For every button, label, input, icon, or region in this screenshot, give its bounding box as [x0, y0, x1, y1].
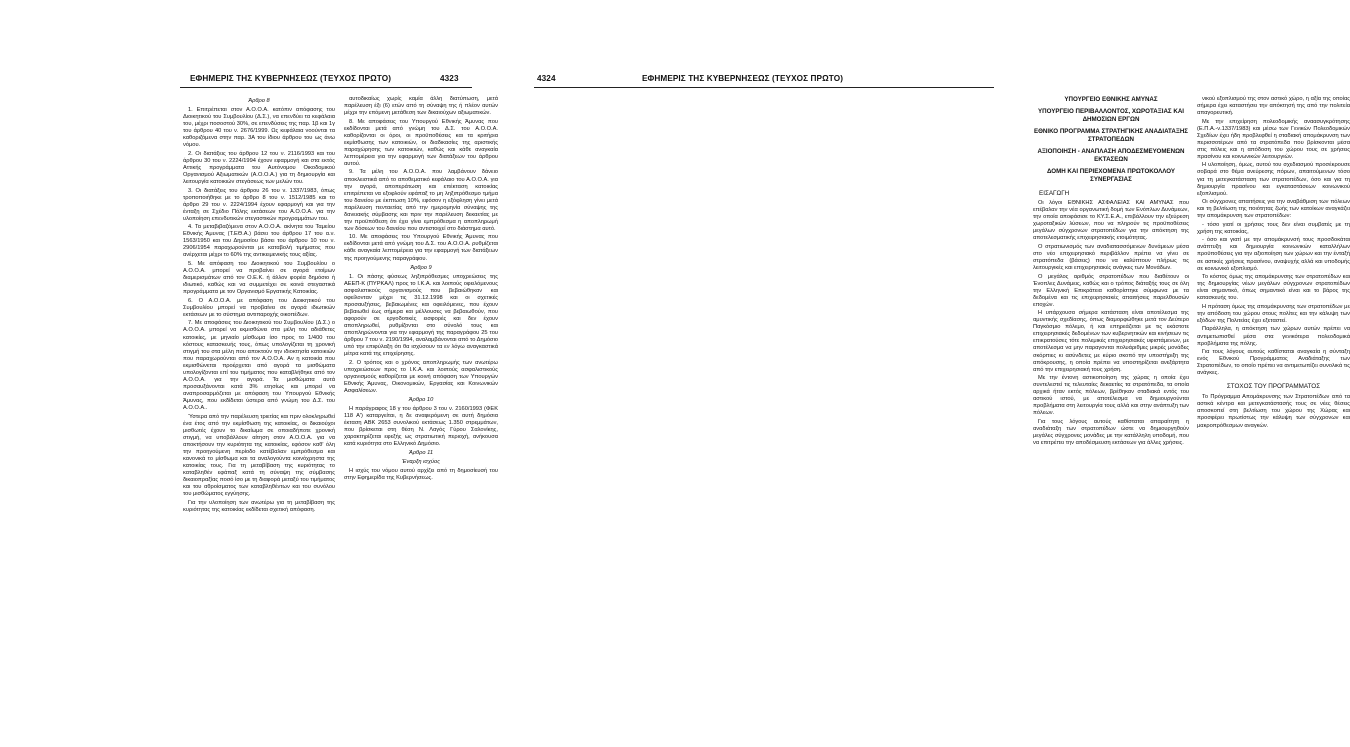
paragraph: Ο μεγάλος αριθμός στρατοπέδων που διαθέτουν οι Ένοπλες Δυνάμεις, καθώς και ο τρόπος διάταξής τους σε όλη την Ελληνική Επικράτεια καθορίστηκε σύμφωνα με τα δεδομένα και τις επιχειρησιακές απαιτήσεις παρελθουσών εποχών. [1033, 273, 1189, 308]
article-10-title: Άρθρο 10 [408, 396, 434, 403]
paragraph: νικού εξοπλισμού της στον αστικό χώρο, η αξία της οποίας σήμερα έχει καταστήσει την απόκτησή της από την πολιτεία απαγορευτική. [1197, 96, 1350, 117]
paragraph: Η υπάρχουσα σήμερα κατάσταση είναι αποτέλεσμα της αμυντικής σχεδίασης, όπως διαμορφώθηκε μετά τον Δεύτερο Παγκόσμιο πόλεμο, ή και επηρεάζεται με τις εκάστοτε επιχειρησιακές δεδομένων των κυβερνητικών και κινήσεων τις επικρατούσες τότε πολεμικές επιχειρησιακές υφιστάμενων, με αποτέλεσμα να μην παραγονται πολυάριθμες μικρές μονάδες σκόρπιες κι ασύνδετες με κύριο σκοπό την υποστήριξη της απόκρουσης, η οποία πρέπει να υποστηρίζεται ανεξάρτητα από την επιχειρησιακή τους χρήση. [1033, 310, 1189, 373]
left-page-header [0, 74, 512, 88]
paragraph: Παράλληλα, η απόκτηση των χώρων αυτών πρέπει να αντιμετωπισθεί μέσα στα γενικότερα πολεοδομικά προβλήματα της πόλης. [1197, 326, 1350, 347]
article-8-title: Άρθρο 8 [248, 98, 270, 104]
paragraph: Για την υλοποίηση των ανωτέρω για τη μεταβίβαση της κυριότητας της κατοικίας εκδίδεται σχετική απόφαση. [183, 499, 335, 513]
paragraph: Με την έντονη αστικοποίηση της χώρας η οποία έχει συντελεστεί τις τελευταίες δεκαετίες τα στρατόπεδα, τα οποία αρχικά ήταν εκτός πόλεων, βρέθηκαν σταδιακά εντός του αστικού ιστού, με αποτέλεσμα να δημιουργούνται προβλήματα στη λειτουργία τους αλλά και στην ανάπτυξη των πόλεων. [1033, 375, 1189, 417]
paragraph: Η πρόταση όμως της απομάκρυνσης των στρατοπέδων με την απόδοση του χώρου στους πολίτες και την κάλυψη των εξόδων της Πολιτείας έχει εξεταστεί. [1197, 303, 1350, 324]
right-page [512, 0, 1350, 747]
paragraph: - τόσο γιατί οι χρήσεις τους δεν είναι συμβατές με τη χρήση της κατοικίας, [1197, 221, 1350, 235]
paragraph: αυτοδικαίως χωρίς καμία άλλη διατύπωση, μετά παρέλευση έξι (6) ετών από τη σύναψη της ή πλέον αυτών μέχρι την επόμενη μετάθεση των δικαιούχων αξιωματικών. [344, 96, 498, 117]
paragraph: 1. Επιτρέπεται στον Α.Ο.Ο.Α. κατόπιν απόφασης του Διοικητικού του Συμβουλίου (Δ.Σ.), να επενδύει τα κεφάλαια του, μέχρι ποσοστού 30%, σε επενδύσεις της παρ. 1β και 1γ του άρθρου 40 του ν. 2676/1999. Ως κεφάλαια νοούνται τα καθοριζόμενα στην παρ. 3Α του ίδιου άρθρου του ως άνω νόμου. [183, 107, 335, 149]
program-goal-heading: ΣΤΟΧΟΣ ΤΟΥ ΠΡΟΓΡΑΜΜΑΤΟΣ [1226, 383, 1321, 391]
left-page [0, 0, 512, 747]
right-page-number: 4324 [537, 74, 556, 83]
paragraph: 4. Τα μεταβιβαζόμενα στον Α.Ο.Ο.Α. ακίνητα του Ταμείου Εθνικής Άμυνας (Τ.ΕΘ.Α.) βάσει του άρθρου 17 του α.ν. 1563/1950 και του Δημοσίου βάσει του άρθρου 10 του ν. 2906/1954 παραχωρούνται με καταβολή τιμήματος που ανέρχεται μέχρι το 60% της αντικειμενικής τους αξίας. [183, 224, 335, 259]
left-column-2 [344, 96, 498, 736]
left-page-number: 4323 [440, 74, 459, 83]
paragraph: 2. Οι διατάξεις του άρθρου 12 του ν. 2116/1993 και του άρθρου 30 του ν. 2224/1994 έχουν εφαρμογή και στα εκτός Αττικής προγράμματα του Αυτόνομου Οικοδομικού Οργανισμού Αξιωματικών (Α.Ο.Ο.Α.) για τη δημιουργία και λειτουργία κατοικιών στεγάσεως των μελών του. [183, 150, 335, 186]
program-subtitle: ΑΞΙΟΠΟΙΗΣΗ - ΑΝΑΠΛΑΣΗ ΑΠΟΔΕΣΜΕΥΟΜΕΝΩΝ ΕΚΤΑΣΕΩΝ [1037, 148, 1185, 163]
ministry-heading-1: ΥΠΟΥΡΓΕΙΟ ΕΘΝΙΚΗΣ ΑΜΥΝΑΣ [1064, 96, 1158, 103]
paragraph: 9. Τα μέλη του Α.Ο.Ο.Α. που λαμβάνουν δάνειο αποκλειστικά από το αποθεματικό κεφάλαιο του Α.Ο.Ο.Α. για την αγορά, αποπεράτωση και επέκταση κατοικίας επιτρέπεται να εξοφλούν εφάπαξ το μη ληξιπρόθεσμο τμήμα του δανείου με έκπτωση 10%, εφόσον η εξόφληση γίνει μετά παρέλευση πενταετίας από την ημερομηνία σύναψης της δανειακής σύμβασης και πριν την παρέλευση δεκαετίας με την προϋπόθεση ότι έχει γίνει εμπρόθεσμα η αποπληρωμή των δόσεων του δανείου που αντιστοιχεί στο διάστημα αυτό. [344, 169, 498, 232]
paragraph: Η ισχύς του νόμου αυτού αρχίζει από τη δημοσίευσή του στην Εφημερίδα της Κυβερνήσεως. [344, 468, 498, 482]
paragraph: Η παράγραφος 18 γ του άρθρου 3 του ν. 2160/1993 (ΦΕΚ 118 Α') καταργείται, η δε αναφερόμενη σε αυτή δημόσια έκταση ΑΒΚ 2653 συνολικού εκτάσεως 1.350 στρεμμάτων, που βρίσκεται στη θέση Ν. Λαγός Γύρου Σαλονίκης, χαρακτηρίζεται εφεξής ως στρατιωτική περιοχή, ανήκουσα κατά κυριότητα στο Ελληνικό Δημόσιο. [344, 405, 498, 448]
paragraph: Το Πρόγραμμα Απομάκρυνσης των Στρατοπέδων από τα αστικά κέντρα και μετεγκατάστασής τους σε νέες θέσεις αποσκοπεί στη βελτίωση του χώρου της Χώρας και προσφέρει πρωτίστως την κάλυψη των σύγχρονων και μακροπρόθεσμων αναγκών. [1197, 394, 1350, 429]
paragraph: Για τους λόγους αυτούς καθίσταται απαραίτητη η αναδιάταξη των στρατοπέδων ώστε να δημιουργηθούν μεγάλες σύγχρονες μονάδες με την κατάλληλη υποδομή, που να επιτρέπει την αποδέσμευση εκτάσεων για άλλες χρήσεις. [1033, 418, 1189, 447]
right-header-rule [534, 87, 994, 88]
paragraph: Ύστερα από την παρέλευση τριετίας και πριν ολοκληρωθεί ένα έτος από την εκμίσθωση της κατοικίας, οι δικαιούχοι μισθωτές έχουν το δικαίωμα σε οποιαδήποτε χρονική στιγμή, να υποβάλλουν αίτηση στον Α.Ο.Ο.Α. για να αποκτήσουν την κυριότητα της κατοικίας, εφόσον καθ' όλη την προηγούμενη περίοδο κατέβαλαν εμπρόθεσμα και κανονικά το μίσθωμα και τα αναλογούντα κοινόχρηστα της κατοικίας τους. Για τη μεταβίβαση της κυριότητας το καταβληθέν εφάπαξ κατά τη σύναψη της σύμβασης δικαιοπραξίας ποσό ίσο με τη διαφορά μεταξύ του τιμήματος και του αθροίσματος των καταβληθέντων και του συνόλου του μισθώματος εγγύησης. [183, 413, 335, 498]
left-header-rule [180, 87, 472, 88]
paragraph: Για τους λόγους αυτούς καθίσταται αναγκαία η σύνταξη ενός Εθνικού Προγράμματος Αναδιάταξης των Στρατοπέδων, το οποίο πρέπει να αντιμετωπίζει συνολικά τις ανάγκες. [1197, 349, 1350, 377]
paragraph: - όσο και γιατί με την απομάκρυνσή τους προσδοκάται ανάπτυξη και δημιουργία κοινωνικών καταλλήλων προϋποθέσεις για την αξιοποίηση των χώρων και την ένταξή σε αστικές χρήσεις πρασίνου, αναψυχής αλλά και υποδομής σε κοινωνικό εξοπλισμό. [1197, 237, 1350, 272]
intro-label: ΕΙΣΑΓΩΓΗ [1039, 190, 1070, 197]
paragraph: 2. Ο τρόπος και ο χρόνος αποπληρωμής των ανωτέρω υποχρεώσεων προς το Ι.Κ.Α. και λοιπούς ασφαλιστικούς οργανισμούς καθορίζεται με κοινή απόφαση των Υπουργών Εθνικής Άμυνας, Οικονομικών, Εργασίας και Κοινωνικών Ασφαλίσεων. [344, 359, 498, 394]
paragraph: 3. Οι διατάξεις του άρθρου 26 του ν. 1337/1983, όπως τροποποιήθηκε με το άρθρο 8 του ν. 1512/1985 και το άρθρο 29 του ν. 2224/1994 έχουν εφαρμογή και για την ένταξη σε Σχέδιο Πόλης εκτάσεων του Α.Ο.Ο.Α. για την υλοποίηση επενδυτικών στεγαστικών προγραμμάτων του. [183, 187, 335, 222]
right-header-title: ΕΦΗΜΕΡΙΣ ΤΗΣ ΚΥΒΕΡΝΗΣΕΩΣ (ΤΕΥΧΟΣ ΠΡΩΤΟ) [642, 74, 844, 83]
article-11-title: Άρθρο 11 [408, 450, 434, 457]
left-header-title: ΕΦΗΜΕΡΙΣ ΤΗΣ ΚΥΒΕΡΝΗΣΕΩΣ (ΤΕΥΧΟΣ ΠΡΩΤΟ) [190, 74, 392, 83]
paragraph: Η υλοποίηση, όμως, αυτού του σχεδιασμού προσέκρουσε σοβαρά στο θέμα ανεύρεσης πόρων, απαιτούμενων τόσο για τη μετεγκατάσταση των στρατοπέδων, όσο και για τη δημιουργία πρασίνου και εγκαταστάσεων κοινωνικού εξοπλισμού. [1197, 162, 1350, 197]
right-page-header [512, 74, 1024, 88]
paragraph: 7. Με αποφάσεις του Διοικητικού του Συμβουλίου (Δ.Σ.) ο Α.Ο.Ο.Α. μπορεί να εκμισθώνει στα μέλη του αδιάθετες κατοικίες, με μηνιαίο μίσθωμα ίσο προς το 1/400 του κόστους κατασκευής τους, όπως υπολογίζεται τη χρονική στιγμή του στα μέλη που αποκτούν την ιδιοκτησία κατοικιών που παραχωρούνται από τον Α.Ο.Ο.Α. Αν η κατοικία που εκμισθώνεται προέρχεται από αγορά τα μισθώματα υπολογίζονται επί του τιμήματος που καταβλήθηκε από τον Α.Ο.Ο.Α. για την αγορά. Τα μισθώματα αυτά προσαυξάνονται κατά 3% ετησίως και μπορεί να αναπροσαρμόζεται με απόφαση του Υπουργού Εθνικής Άμυνας, που εκδίδεται ύστερα από γνώμη του Δ.Σ. του Α.Ο.Ο.Α.. [183, 320, 335, 411]
paragraph: Το κόστος όμως της απομάκρυνσης των στρατοπέδων και της δημιουργίας νέων μεγάλων σύγχρονων στρατοπέδων είναι σημαντικό, όπως σημαντικό είναι και το βάρος της κατασκευής του. [1197, 274, 1350, 302]
paragraph: Οι σύγχρονες απαιτήσεις για την αναβάθμιση των πόλεων και τη βελτίωση της ποιότητας ζωής των κατοίκων αναγκάζει την απομάκρυνση των στρατοπέδων: [1197, 199, 1350, 220]
left-column-1 [183, 96, 335, 736]
article-9-title: Άρθρο 9 [410, 264, 432, 271]
article-11-subtitle: Έναρξη ισχύος [402, 459, 440, 466]
paragraph: 1. Οι πάσης φύσεως ληξιπρόθεσμες υποχρεώσεις της ΑΕΕΠ-Κ (ΠΥΡΚΑΛ) προς το Ι.Κ.Α. και λοιπούς οφειλόμενους ασφαλιστικούς οργανισμούς που βεβαιώθηκαν και οφείλονταν μέχρι τις 31.12.1998 και οι σχετικές προσαυξήσεις, βεβαιωμένες και οφειλόμενες, που έχουν βεβαιωθεί έως σήμερα και μέλλουσες να βεβαιωθούν, που αφορούν σε εργοδοτικές εισφορές και δεν έχουν αποπληρωθεί, ρυθμίζονται στο σύνολό τους και αποπληρώνονται για την εφαρμογή της παραγράφου 25 του άρθρου 7 του ν. 2190/1994, αναλαμβάνονται από το Δημόσιο υπό την επιφύλαξη ότι θα ισχύσουν τα εν λόγω αναγκαστικά μέτρα κατά της επιχείρησης. [344, 273, 498, 358]
paragraph: 6. Ο Α.Ο.Ο.Α. με απόφαση του Διοικητικού του Συμβουλίου μπορεί να προβαίνει σε αγορά ιδιωτικών εκτάσεων με το σύστημα αντιπαροχής οικοπέδων. [183, 297, 335, 318]
paragraph: Οι λόγοι ΕΘΝΙΚΗΣ ΑΣΦΑΛΕΙΑΣ ΚΑΙ ΑΜΥΝΑΣ που επέβαλαν την νέα οργανωτική δομή των Ενόπλων Δυνάμεων, την οποία αποφάσισε το ΚΥ.Σ.Ε.Α., επιβάλλουν την εξεύρεση χωροταξικών λύσεων, που να πληρούν τις προϋποθέσεις μεγάλων σύγχρονων στρατοπέδων για την απόκτηση της αποτελεσματικής επιχειρησιακής ετοιμότητας. [1033, 200, 1189, 242]
protocol-title: ΔΟΜΗ ΚΑΙ ΠΕΡΙΕΧΟΜΕΝΑ ΠΡΩΤΟΚΟΛΛΟΥ ΣΥΝΕΡΓΑΣΙΑΣ [1047, 168, 1175, 183]
paragraph: 8. Με αποφάσεις του Υπουργού Εθνικής Άμυνας που εκδίδονται μετά από γνώμη του Δ.Σ. του Α.Ο.Ο.Α. καθορίζονται οι όροι, οι προϋποθέσεις και τα κριτήρια εκμίσθωσης των κατοικιών, οι διαδικασίες της αριστικής παραχώρησης των κατοικιών, καθώς και κάθε αναγκαία λεπτομέρεια για την εφαρμογή των διατάξεων του άρθρου αυτού. [344, 118, 498, 167]
paragraph: Με την επιχείρηση πολεοδομικής αναασυγκρότησης (Ε.Π.Α.-ν.1337/1983) και μέσω των Γενικών Πολεοδομικών Σχεδίων έχει ήδη προβλεφθεί η σταδιακή απομάκρυνση των περισσοτέρων από τα στρατόπεδα που βρίσκονται μέσα στις πόλεις και η απόδοση του χώρου τους σε χρήσεις πρασίνου και κοινωνικών λειτουργιών. [1197, 118, 1350, 160]
right-column-2 [1197, 96, 1350, 736]
paragraph: 5. Με απόφαση του Διοικητικού του Συμβουλίου ο Α.Ο.Ο.Α. μπορεί να προβαίνει σε αγορά ετοίμων διαμερισμάτων από τον Ο.Ε.Κ. ή άλλον φορέα δημόσιο ή ιδιωτικό, καθώς και να συμμετέχει σε κοινά στεγαστικά προγράμματα με τον Οργανισμό Εργατικής Κατοικίας. [183, 261, 335, 296]
program-title: ΕΘΝΙΚΟ ΠΡΟΓΡΑΜΜΑ ΣΤΡΑΤΗΓΙΚΗΣ ΑΝΑΔΙΑΤΑΞΗΣ ΣΤΡΑΤΟΠΕΔΩΝ [1033, 128, 1189, 143]
right-column-1 [1033, 96, 1189, 736]
ministry-heading-2: ΥΠΟΥΡΓΕΙΟ ΠΕΡΙΒΑΛΛΟΝΤΟΣ, ΧΩΡΟΤΑΞΙΑΣ ΚΑΙ ΔΗΜΟΣΙΩΝ ΕΡΓΩΝ [1037, 108, 1185, 123]
paragraph: Ο στρατιωνισμός των αναδιατασσόμενων δυνάμεων μέσα στο νέο επιχειρησιακό περιβάλλον πρέπει να γίνει σε στρατόπεδα (βάσεις) που να καλύπτουν πλήρως τις λειτουργικές και επιχειρησιακές ανάγκες των Μονάδων. [1033, 243, 1189, 271]
paragraph: 10. Με αποφάσεις του Υπουργού Εθνικής Άμυνας που εκδίδονται μετά από γνώμη του Δ.Σ. του Α.Ο.Ο.Α. ρυθμίζεται κάθε αναγκαία λεπτομέρεια για την εφαρμογή των διατάξεων της προηγούμενης παραγράφου. [344, 234, 498, 262]
